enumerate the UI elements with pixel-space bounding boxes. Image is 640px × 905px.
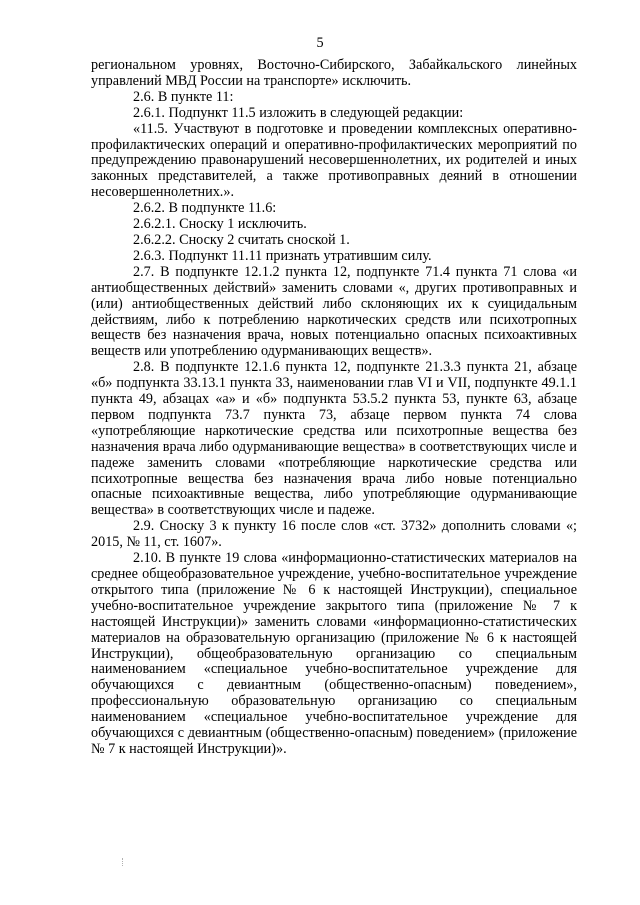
paragraph-2-6: 2.6. В пункте 11: xyxy=(133,88,234,105)
paragraph-continuation: региональном уровнях, Восточно-Сибирского, Забайкальского линейных управлений МВД России на транспорте» исключить. xyxy=(91,57,577,89)
paragraph-2-6-3: 2.6.3. Подпункт 11.11 признать утратившим силу. xyxy=(133,247,432,264)
paragraph-2-8: 2.8. В подпункте 12.1.6 пункта 12, подпункте 21.3.3 пункта 21, абзаце «б» подпункта 33.13.1 пункта 33, наименовании глав VI и VII, подпункте 49.1.1 пункта 49, абзацах «а» и «б» подпункта 53.5.2 пункта 53, пункте 63, абзаце первом подпункта 73.7 пункта 73, абзаце первом пункта 74 слова «употребляющие наркотические средства или психотропные вещества без назначения врача либо одурманивающие вещества» в соответствующих числе и падеже заменить словами «потребляющие наркотические средства или психотропные вещества без назначения врача либо новые потенциально опасные психоактивные вещества, либо употребляющие одурманивающие вещества» в соответствующих числе и падеже. xyxy=(91,359,577,519)
page-number: 5 xyxy=(316,35,324,51)
paragraph-2-6-1: 2.6.1. Подпункт 11.5 изложить в следующей редакции: xyxy=(133,104,464,121)
paragraph-2-6-2-1: 2.6.2.1. Сноску 1 исключить. xyxy=(133,216,307,233)
document-body xyxy=(91,58,577,758)
paragraph-2-6-2: 2.6.2. В подпункте 11.6: xyxy=(133,200,277,217)
paragraph-2-6-2-2: 2.6.2.2. Сноску 2 считать сноской 1. xyxy=(133,231,350,248)
paragraph-2-7: 2.7. В подпункте 12.1.2 пункта 12, подпункте 71.4 пункта 71 слова «и антиобщественных действий» заменить словами «, других противоправных и (или) антиобщественных действий либо склоняющих их к суицидальным действиям, либо к потреблению наркотических средств или психотропных веществ без назначения врача, новых потенциально опасных психоактивных веществ или употреблению одурманивающих веществ». xyxy=(91,263,577,360)
paragraph-11-5-quote: «11.5. Участвуют в подготовке и проведении комплексных оперативно-профилактических операций и оперативно-профилактических мероприятий по предупреждению правонарушений несовершеннолетних, их родителей и иных законных представителей, а также противоправных деяний в отношении несовершеннолетних.». xyxy=(91,120,577,201)
scan-margin-mark xyxy=(122,858,124,866)
paragraph-2-9: 2.9. Сноску 3 к пункту 16 после слов «ст. 3732» дополнить словами «; 2015, № 11, ст. 1607». xyxy=(91,518,577,551)
paragraph-2-10: 2.10. В пункте 19 слова «информационно-статистических материалов на среднее общеобразовательное учреждение, учебно-воспитательное учреждение открытого типа (приложение № 6 к настоящей Инструкции), специальное учебно-воспитательное учреждение закрытого типа (приложение № 7 к настоящей Инструкции)» заменить словами «информационно-статистических материалов на образовательную организацию (приложение № 6 к настоящей Инструкции), общеобразовательную организацию со специальным наименованием «специальное учебно-воспитательное учреждение для обучающихся с девиантным (общественно-опасным) поведением», профессиональную образовательную организацию со специальным наименованием «специальное учебно-воспитательное учреждение для обучающихся с девиантным (общественно-опасным) поведением» (приложение № 7 к настоящей Инструкции)». xyxy=(91,550,577,757)
